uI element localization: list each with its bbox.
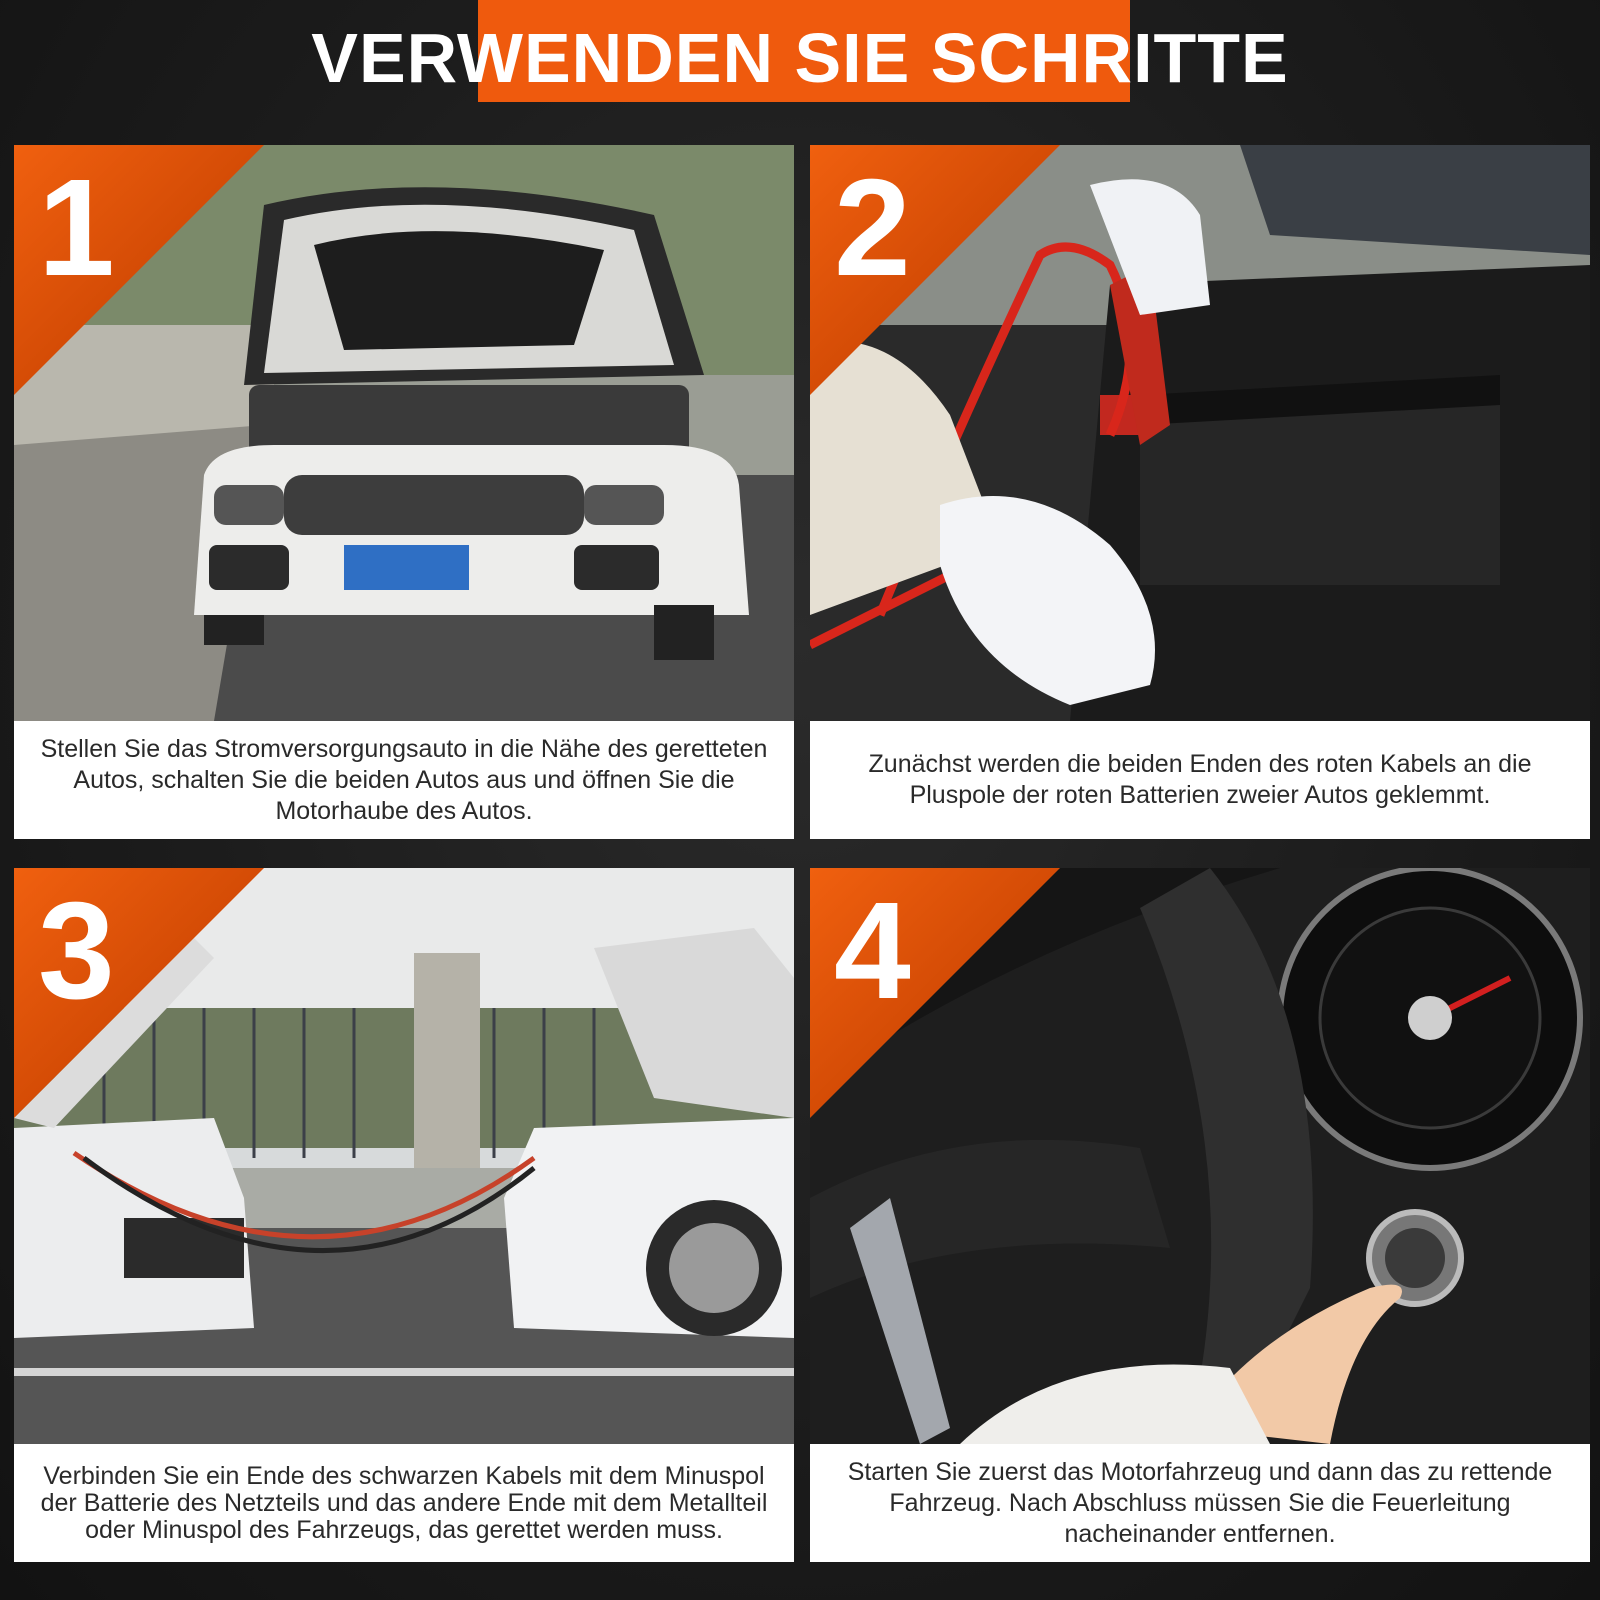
step-2-photo bbox=[810, 145, 1590, 721]
step-1-photo bbox=[14, 145, 794, 721]
step-4-photo bbox=[810, 868, 1590, 1444]
step-card-3 bbox=[14, 868, 794, 1562]
step-2-caption: Zunächst werden die beiden Enden des roten Kabels an die Pluspole der roten Batterien zweier Autos geklemmt. bbox=[868, 750, 1532, 809]
step-4-caption: Starten Sie zuerst das Motorfahrzeug und dann das zu rettende Fahrzeug. Nach Abschluss müssen Sie die Feuerleitung nacheinander entfernen. bbox=[847, 1457, 1553, 1548]
step-card-2 bbox=[810, 145, 1590, 839]
step-3-number: 3 bbox=[38, 874, 115, 1028]
step-3-photo bbox=[14, 868, 794, 1444]
step-4-number: 4 bbox=[834, 874, 911, 1028]
page-title: VERWENDEN SIE SCHRITTE bbox=[311, 19, 1289, 97]
step-2-number: 2 bbox=[834, 151, 911, 305]
step-1-number: 1 bbox=[38, 151, 115, 305]
step-card-1 bbox=[14, 145, 794, 839]
step-card-4 bbox=[810, 868, 1590, 1562]
step-1-caption: Stellen Sie das Stromversorgungsauto in die Nähe des geretteten Autos, schalten Sie die beiden Autos aus und öffnen Sie die Motorhaube des Autos. bbox=[40, 734, 768, 825]
header bbox=[0, 0, 1600, 120]
step-3-caption: Verbinden Sie ein Ende des schwarzen Kabels mit dem Minuspol der Batterie des Netzteils und das andere Ende mit dem Metallteil oder Minuspol des Fahrzeugs, das gerettet werden muss. bbox=[40, 1461, 768, 1544]
